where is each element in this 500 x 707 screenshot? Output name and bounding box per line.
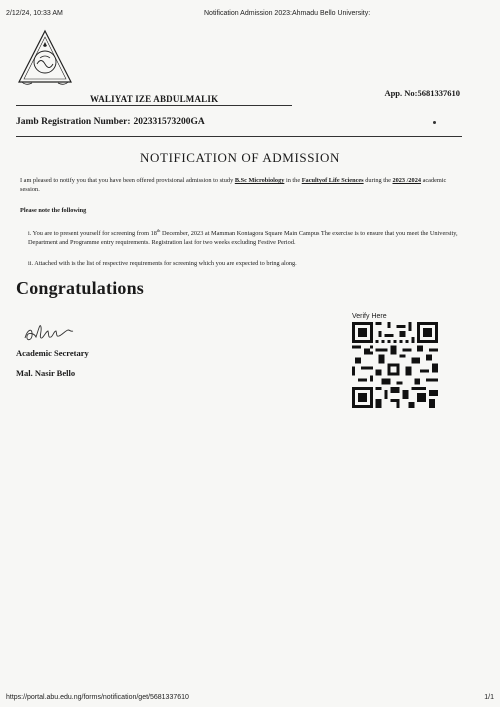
academic-session: 2023 /2024 — [392, 177, 421, 184]
paragraph-text: academic session. — [20, 177, 447, 193]
verify-label: Verify Here — [352, 313, 387, 320]
congratulations-heading: Congratulations — [16, 278, 145, 298]
note-heading: Please note the following — [20, 207, 87, 214]
signature-icon — [22, 318, 98, 344]
note-item-text: i. You are to present yourself for screening from 18 — [28, 230, 157, 238]
stray-dot — [433, 121, 436, 124]
note-item-requirements: ii. Attached with is the list of respective requirements for screening which you are expected to bring along. — [28, 260, 297, 267]
print-url: https://portal.abu.edu.ng/forms/notification/get/5681337610 — [6, 694, 189, 701]
admission-paragraph — [20, 176, 460, 194]
note-item-text: December, 2023 at Mamman Kontagora Square Main Campus The exercise is to ensure that you meet the University, Department and Programme entry requirements. Registration last for two weeks excluding Festive Period. — [28, 230, 458, 247]
student-name: WALIYAT IZE ABDULMALIK — [90, 94, 219, 104]
name-underline — [16, 105, 292, 106]
university-crest-icon — [16, 28, 74, 86]
course-name: B.Sc Microbiology — [234, 177, 285, 184]
ordinal-suffix: th — [156, 228, 161, 233]
print-page-title: Notification Admission 2023:Ahmadu Bello University: — [204, 10, 371, 17]
jamb-label: Jamb Registration Number: — [16, 117, 131, 127]
signatory-title: Academic Secretary — [16, 348, 89, 358]
letter-title: NOTIFICATION OF ADMISSION — [140, 150, 340, 165]
jamb-number: 202331573200GA — [133, 117, 205, 127]
faculty-name: Facultyof Life Sciences — [301, 177, 364, 184]
print-page-count: 1/1 — [484, 694, 494, 701]
paragraph-text: during the — [365, 177, 391, 184]
qr-code-icon — [352, 322, 438, 408]
paragraph-text: in the — [285, 177, 301, 184]
header-divider — [16, 136, 462, 137]
note-item-screening — [28, 226, 460, 247]
paragraph-text: I am pleased to notify you that you have been offered provisional admission to study — [20, 177, 234, 184]
print-timestamp: 2/12/24, 10:33 AM — [6, 10, 63, 17]
signatory-name: Mal. Nasir Bello — [16, 368, 76, 378]
application-number: App. No:5681337610 — [384, 88, 460, 98]
jamb-registration — [16, 117, 205, 127]
